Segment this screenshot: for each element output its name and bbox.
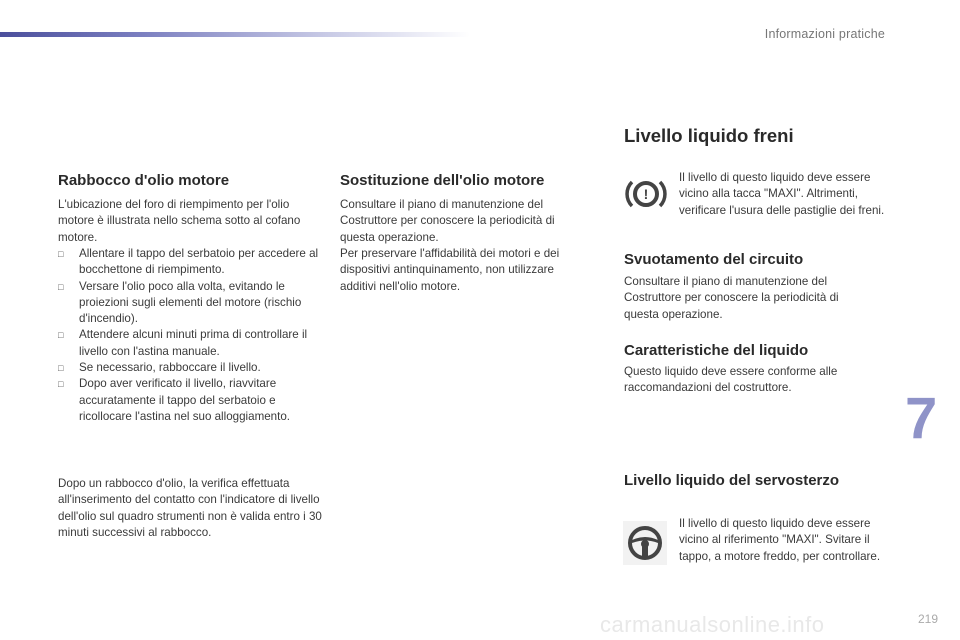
header-gradient-bar — [0, 32, 470, 37]
circuit-drain-title: Svuotamento del circuito — [624, 251, 804, 268]
list-item: □ Allentare il tappo del serbatoio per accedere al bocchettone di riempimento. — [58, 246, 320, 279]
oil-topup-intro: L'ubicazione del foro di riempimento per l'olio motore è illustrata nello schema sotto al cofano motore. — [58, 198, 301, 244]
list-item: □ Versare l'olio poco alla volta, evitando le proiezioni sugli elementi del motore (rischio d'incendio). — [58, 279, 320, 328]
oil-topup-title: Rabbocco d'olio motore — [58, 172, 230, 189]
page-number: 219 — [917, 612, 938, 626]
chapter-number: 7 — [905, 386, 938, 451]
oil-topup-note: Dopo un rabbocco d'olio, la verifica effettuata all'inserimento del contatto con l'indicatore di livello dell'olio sul quadro strumenti non è valida entro i 30 minuti successivi al rabbocco. — [58, 477, 322, 539]
list-item: □ Attendere alcuni minuti prima di controllare il livello con l'astina manuale. — [58, 327, 320, 360]
fluid-specs-text: Questo liquido deve essere conforme alle raccomandazioni del costruttore. — [624, 365, 838, 395]
section-title: Informazioni pratiche — [764, 27, 885, 41]
oil-change-title: Sostituzione dell'olio motore — [340, 172, 545, 189]
steering-wheel-icon — [623, 521, 667, 565]
svg-text:!: ! — [643, 186, 649, 202]
oil-change-para1: Consultare il piano di manutenzione del Costruttore per conoscere la periodicità di questa operazione. — [340, 198, 555, 244]
brake-fluid-text: Il livello di questo liquido deve essere vicino alla tacca "MAXI". Altrimenti, verificare l'usura delle pastiglie dei freni. — [679, 171, 885, 217]
watermark: carmanualsonline.info — [600, 612, 825, 637]
list-item: □ Dopo aver verificato il livello, riavvitare accuratamente il tappo del serbatoio e ricollocare l'astina nel suo alloggiamento. — [58, 376, 320, 425]
list-item: □ Se necessario, rabboccare il livello. — [58, 360, 320, 376]
brake-warning-icon — [624, 172, 668, 216]
oil-change-para2: Per preservare l'affidabilità dei motori e dei dispositivi antinquinamento, non utilizzare additivi nell'olio motore. — [340, 247, 560, 293]
circuit-drain-text: Consultare il piano di manutenzione del Costruttore per conoscere la periodicità di questa operazione. — [624, 275, 839, 321]
power-steering-text: Il livello di questo liquido deve essere vicino al riferimento "MAXI". Svitare il tappo, a motore freddo, per controllare. — [679, 517, 881, 563]
fluid-specs-title: Caratteristiche del liquido — [624, 342, 809, 359]
power-steering-title: Livello liquido del servosterzo — [624, 472, 840, 489]
brake-fluid-title: Livello liquido freni — [624, 125, 794, 146]
oil-topup-steps — [58, 246, 320, 425]
